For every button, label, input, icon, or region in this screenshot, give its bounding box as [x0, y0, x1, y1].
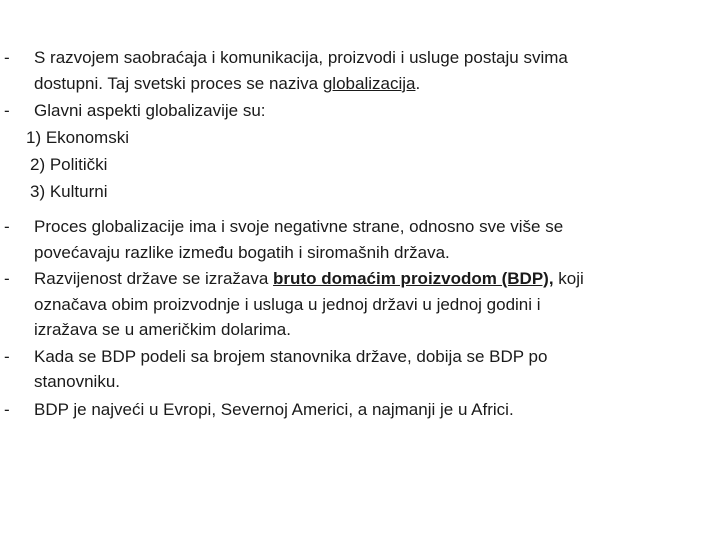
sublist-item	[30, 154, 107, 176]
bullet-dash: -	[4, 400, 10, 419]
sublist-item	[26, 127, 129, 149]
text-span: koji	[553, 269, 584, 288]
bullet-text-line	[34, 294, 541, 316]
text-span: Razvijenost države se izražava	[34, 269, 274, 288]
text-span: povećavaju razlike između bogatih i siromašnih država.	[34, 243, 450, 262]
bullet-dash: -	[4, 48, 10, 67]
text-span: 3) Kulturni	[30, 182, 108, 201]
bullet-text-line	[34, 319, 291, 341]
text-span: izražava se u američkim dolarima.	[34, 320, 291, 339]
text-span: Kada se BDP podeli sa brojem stanovnika države, dobija se BDP po	[34, 347, 548, 366]
bullet-text-line	[34, 399, 514, 421]
bullet-text-line	[34, 346, 547, 368]
bullet-dash: -	[4, 269, 10, 288]
text-span: 2) Politički	[30, 155, 108, 174]
bullet-dash: -	[4, 217, 10, 236]
text-span: označava obim proizvodnje i usluga u jednoj državi u jednoj godini i	[34, 295, 541, 314]
text-span: Glavni aspekti globalizavije su:	[34, 101, 266, 120]
bullet-text-line	[34, 47, 568, 69]
text-span: S razvojem saobraćaja i komunikacija, proizvodi i usluge postaju svima	[34, 48, 568, 67]
bullet-text-line	[34, 371, 120, 393]
underlined-term: globalizacija	[322, 74, 416, 93]
text-span: 1) Ekonomski	[26, 128, 129, 147]
bold-term: bruto domaćim proizvodom (BDP),	[273, 269, 554, 288]
sublist-item	[30, 181, 107, 203]
bullet-dash: -	[4, 101, 10, 120]
text-span: BDP je najveći u Evropi, Severnoj Americi, a najmanji je u Africi.	[34, 400, 514, 419]
text-span: stanovniku.	[34, 372, 120, 391]
bullet-text-line	[34, 242, 450, 264]
bullet-text-line	[34, 100, 266, 122]
text-span: dostupni. Taj svetski proces se naziva	[34, 74, 323, 93]
text-span: Proces globalizacije ima i svoje negativne strane, odnosno sve više se	[34, 217, 564, 236]
bullet-dash: -	[4, 347, 10, 366]
bullet-text-line	[34, 73, 420, 95]
bullet-text-line	[34, 268, 584, 290]
bullet-text-line	[34, 216, 563, 238]
text-span: .	[415, 74, 421, 93]
